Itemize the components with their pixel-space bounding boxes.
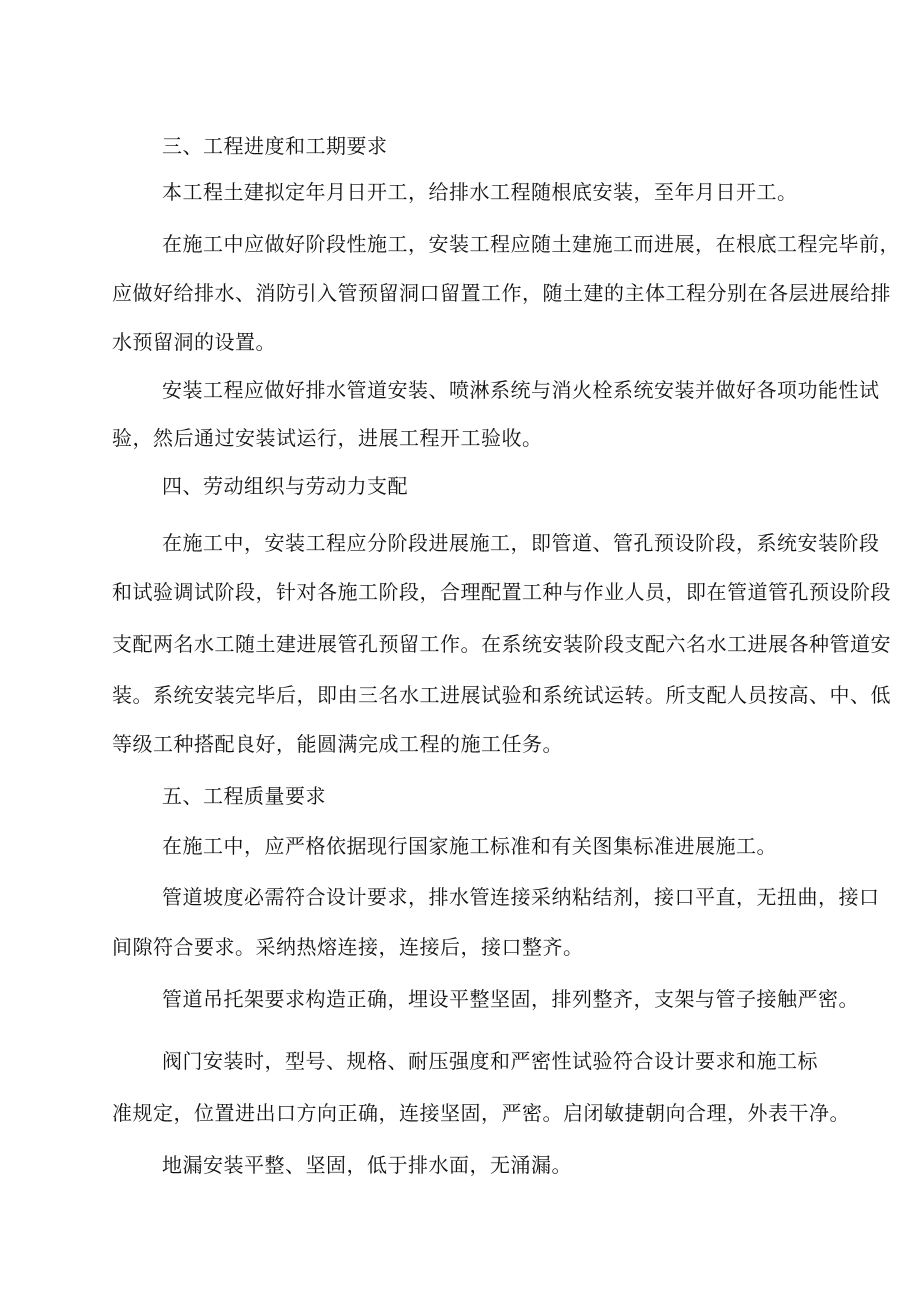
paragraph-line: 应做好给排水、消防引入管预留洞口留置工作，随土建的主体工程分别在各层进展给排: [112, 281, 891, 305]
section-heading-quality: 五、工程质量要求: [162, 784, 326, 808]
paragraph-line: 安装工程应做好排水管道安装、喷淋系统与消火栓系统安装并做好各项功能性试: [162, 378, 880, 402]
paragraph-line: 地漏安装平整、坚固，低于排水面，无涌漏。: [162, 1153, 572, 1177]
paragraph-line: 在施工中，安装工程应分阶段进展施工，即管道、管孔预设阶段，系统安装阶段: [162, 531, 880, 555]
paragraph-line: 阀门安装时，型号、规格、耐压强度和严密性试验符合设计要求和施工标: [162, 1049, 818, 1073]
paragraph-line: 验，然后通过安装试运行，进展工程开工验收。: [112, 426, 543, 450]
section-heading-schedule: 三、工程进度和工期要求: [162, 134, 388, 158]
paragraph-line: 管道吊托架要求构造正确，埋设平整坚固，排列整齐，支架与管子接触严密。: [162, 987, 859, 1011]
paragraph-line: 水预留洞的设置。: [112, 330, 276, 354]
paragraph-line: 准规定，位置进出口方向正确，连接坚固，严密。启闭敏捷朝向合理，外表干净。: [112, 1101, 850, 1125]
paragraph-line: 在施工中应做好阶段性施工，安装工程应随土建施工而进展，在根底工程完毕前，: [162, 232, 900, 256]
section-heading-labor: 四、劳动组织与劳动力支配: [162, 474, 408, 498]
paragraph-line: 间隙符合要求。采纳热熔连接，连接后，接口整齐。: [112, 935, 584, 959]
paragraph-line: 和试验调试阶段，针对各施工阶段，合理配置工种与作业人员，即在管道管孔预设阶段: [112, 580, 891, 604]
paragraph-line: 在施工中，应严格依据现行国家施工标准和有关图集标准进展施工。: [162, 834, 777, 858]
paragraph-line: 支配两名水工随土建进展管孔预留工作。在系统安装阶段支配六名水工进展各种管道安: [112, 632, 891, 656]
paragraph-line: 等级工种搭配良好，能圆满完成工程的施工任务。: [112, 732, 563, 756]
paragraph-line: 装。系统安装完毕后，即由三名水工进展试验和系统试运转。所支配人员按高、中、低: [112, 683, 891, 707]
paragraph-line: 本工程土建拟定年月日开工，给排水工程随根底安装，至年月日开工。: [162, 180, 798, 204]
paragraph-line: 管道坡度必需符合设计要求，排水管连接采纳粘结剂，接口平直，无扭曲，接口: [162, 885, 880, 909]
